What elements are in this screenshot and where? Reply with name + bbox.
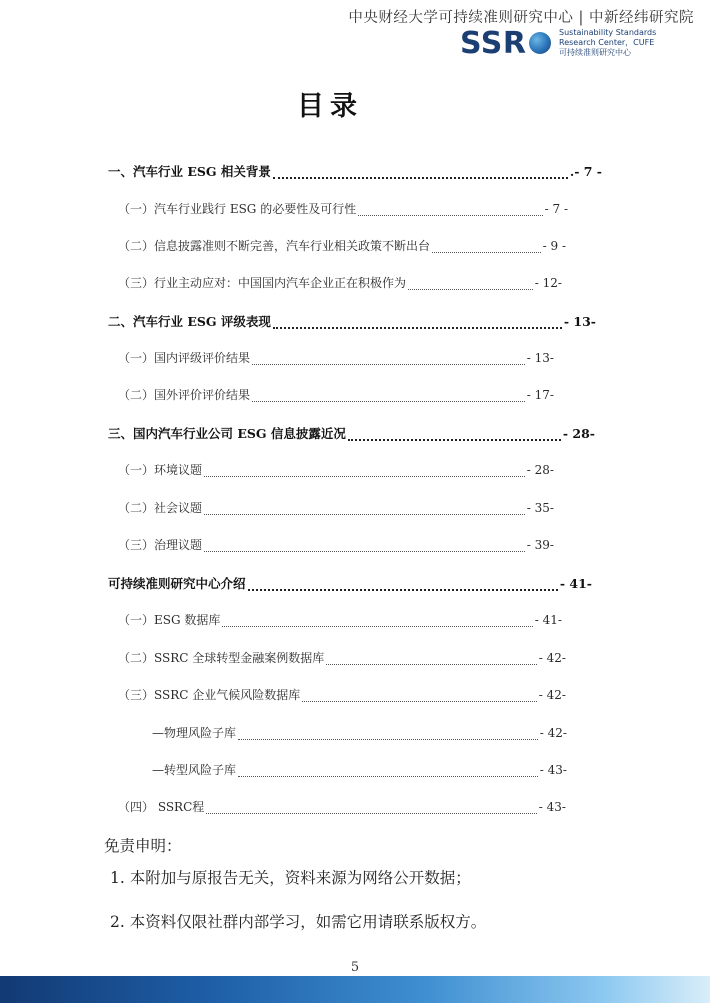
header-institutions: 中央财经大学可持续准则研究中心 | 中新经纬研究院 xyxy=(348,10,694,26)
toc-entry[interactable] xyxy=(118,461,554,481)
toc-entry[interactable] xyxy=(152,761,567,781)
toc-entry-page: - 13- xyxy=(526,351,554,365)
toc-leader-dots xyxy=(252,363,525,365)
toc-entry[interactable] xyxy=(118,536,554,556)
ssrc-logo xyxy=(460,26,700,62)
toc-entry[interactable] xyxy=(118,798,566,818)
logo-globe-icon xyxy=(529,32,551,54)
toc-entry-label: （三）SSRC 企业气候风险数据库 xyxy=(118,688,301,702)
toc-entry-page: .- 7 - xyxy=(569,164,602,179)
footer-band xyxy=(0,976,710,1003)
toc-leader-dots xyxy=(206,812,537,814)
toc-entry-label: （一）ESG 数据库 xyxy=(118,613,221,627)
toc-entry-page: - 28- xyxy=(526,463,554,477)
page-title: 目录 xyxy=(297,91,363,122)
disclaimer-heading: 免责申明： xyxy=(104,837,182,855)
toc-leader-dots xyxy=(238,738,538,740)
toc-entry-label: —物理风险子库 xyxy=(152,726,237,740)
toc-leader-dots xyxy=(204,550,525,552)
toc-entry-label: 二、汽车行业 ESG 评级表现 xyxy=(108,314,271,329)
toc-leader-dots xyxy=(326,663,537,665)
toc-entry[interactable] xyxy=(118,499,554,519)
toc-entry-page: - 12- xyxy=(534,276,562,290)
page-number: 5 xyxy=(350,960,360,975)
logo-wordmark: SSR xyxy=(460,26,527,61)
toc-entry-label: （二）国外评价评价结果 xyxy=(118,388,251,402)
toc-entry-label: （二）社会议题 xyxy=(118,501,203,515)
toc-entry[interactable] xyxy=(118,611,562,631)
toc-entry-page: - 42- xyxy=(539,726,567,740)
toc-entry-page: - 42- xyxy=(538,651,566,665)
toc-entry-page: - 42- xyxy=(538,688,566,702)
toc-entry[interactable] xyxy=(118,649,566,669)
toc-leader-dots xyxy=(432,251,541,253)
disclaimer-item: 1. 本附加与原报告无关，资料来源为网络公开数据； xyxy=(110,869,471,887)
toc-entry-label: （二）信息披露准则不断完善，汽车行业相关政策不断出台 xyxy=(118,239,431,253)
toc-leader-dots xyxy=(252,400,525,402)
toc-leader-dots xyxy=(238,775,538,777)
toc-entry[interactable] xyxy=(108,312,596,332)
toc-leader-dots xyxy=(273,326,562,329)
toc-entry-label: （四） SSRC程 xyxy=(118,800,205,814)
toc-entry[interactable] xyxy=(118,386,554,406)
toc-entry-page: - 7 - xyxy=(544,202,568,216)
toc-entry-label: （三）治理议题 xyxy=(118,538,203,552)
toc-entry[interactable] xyxy=(152,724,567,744)
toc-leader-dots xyxy=(358,214,542,216)
toc-entry-page: - 28- xyxy=(562,426,595,441)
toc-entry[interactable] xyxy=(108,424,595,444)
toc-entry-page: - 43- xyxy=(539,763,567,777)
toc-entry-page: - 35- xyxy=(526,501,554,515)
toc-entry[interactable] xyxy=(108,162,602,182)
toc-entry-page: - 43- xyxy=(538,800,566,814)
toc-entry-page: - 41- xyxy=(559,576,592,591)
toc-entry-label: 一、汽车行业 ESG 相关背景 xyxy=(108,164,271,179)
toc-entry[interactable] xyxy=(118,274,562,294)
toc-leader-dots xyxy=(222,625,532,627)
toc-entry-label: 可持续准则研究中心介绍 xyxy=(108,576,246,591)
toc-entry-label: （二）SSRC 全球转型金融案例数据库 xyxy=(118,651,325,665)
toc-entry-label: —转型风险子库 xyxy=(152,763,237,777)
toc-entry[interactable] xyxy=(108,574,592,594)
toc-entry[interactable] xyxy=(118,686,566,706)
toc-entry[interactable] xyxy=(118,200,568,220)
toc-entry-page: - 9 - xyxy=(542,239,566,253)
toc-leader-dots xyxy=(273,176,568,179)
logo-subtitle-line: Sustainability Standards xyxy=(559,28,657,37)
toc-entry-label: （一）国内评级评价结果 xyxy=(118,351,251,365)
toc-leader-dots xyxy=(204,475,525,477)
toc-leader-dots xyxy=(302,700,537,702)
toc-leader-dots xyxy=(348,438,561,441)
toc-entry-page: - 17- xyxy=(526,388,554,402)
toc-entry-page: - 41- xyxy=(534,613,562,627)
toc-leader-dots xyxy=(408,288,533,290)
toc-leader-dots xyxy=(204,513,525,515)
disclaimer-item: 2. 本资料仅限社群内部学习，如需它用请联系版权方。 xyxy=(110,913,487,931)
toc-leader-dots xyxy=(248,588,558,591)
logo-subtitle xyxy=(559,28,656,58)
logo-subtitle-line: 可持续准则研究中心 xyxy=(559,48,631,57)
toc-entry-label: 三、国内汽车行业公司 ESG 信息披露近况 xyxy=(108,426,346,441)
toc-entry[interactable] xyxy=(118,349,554,369)
toc-entry-label: （一）环境议题 xyxy=(118,463,203,477)
toc-entry-page: - 13- xyxy=(563,314,596,329)
logo-subtitle-line: Research Center，CUFE xyxy=(559,38,655,47)
toc-entry-label: （三）行业主动应对：中国国内汽车企业正在积极作为 xyxy=(118,276,407,290)
toc-entry-label: （一）汽车行业践行 ESG 的必要性及可行性 xyxy=(118,202,357,216)
toc-entry-page: - 39- xyxy=(526,538,554,552)
toc-entry[interactable] xyxy=(118,237,566,257)
